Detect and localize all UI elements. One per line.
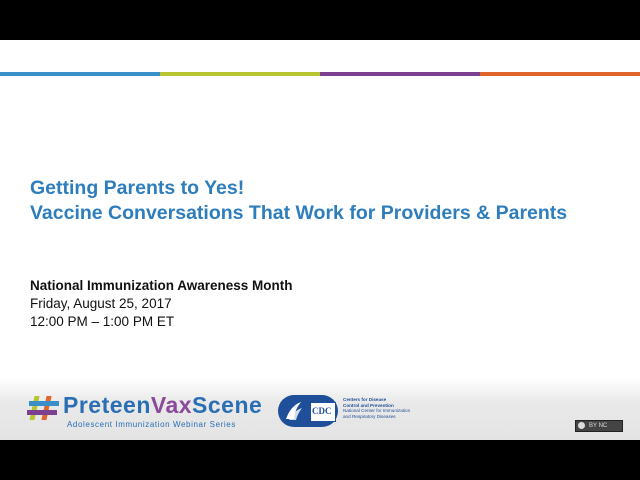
creative-commons-icon	[578, 422, 585, 429]
cdc-logo	[310, 402, 336, 422]
stripe-green	[160, 72, 320, 76]
logo-word-scene: Scene	[192, 392, 263, 418]
hhs-eagle-icon	[283, 399, 305, 423]
cdc-line-4: and Respiratory Diseases	[343, 413, 396, 419]
event-date: Friday, August 25, 2017	[30, 296, 172, 311]
hashtag-icon	[27, 394, 61, 422]
cc-license-text: BY NC	[589, 423, 608, 429]
cdc-line-1: Centers for Disease	[343, 397, 387, 402]
logo-word-vax: Vax	[150, 392, 193, 418]
stripe-orange	[480, 72, 640, 76]
title-line-2: Vaccine Conversations That Work for Providers & Parents	[30, 202, 568, 224]
creative-commons-badge	[575, 420, 623, 432]
logo-word-preteen: Preteen	[63, 392, 151, 418]
cdc-line-2: Control and Prevention	[343, 402, 394, 408]
event-info	[30, 277, 293, 331]
event-time: 12:00 PM – 1:00 PM ET	[30, 314, 175, 329]
stripe-purple	[320, 72, 480, 76]
cdc-line-3: National Center for Immunization	[343, 408, 411, 414]
cdc-badge-text: CDC	[312, 406, 332, 416]
slide-footer	[0, 378, 640, 440]
cdc-agency-text	[343, 397, 410, 419]
stripe-blue	[0, 72, 160, 76]
logo-subtitle: Adolescent Immunization Webinar Series	[67, 420, 236, 429]
title-line-1: Getting Parents to Yes!	[30, 177, 245, 199]
slide-title	[30, 176, 630, 226]
presentation-slide	[0, 40, 640, 440]
logo-wordmark	[63, 392, 262, 419]
event-name: National Immunization Awareness Month	[30, 278, 293, 293]
